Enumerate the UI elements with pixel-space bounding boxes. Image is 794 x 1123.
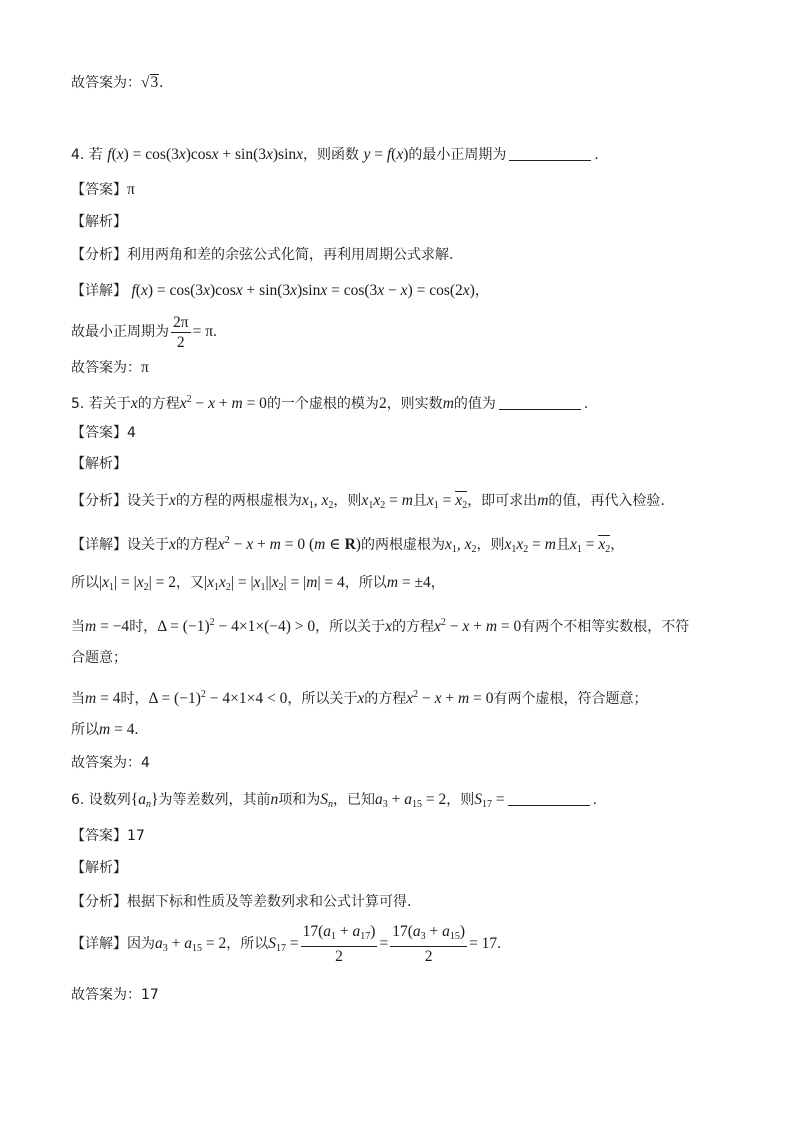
analysis-tag: 【解析】 (71, 214, 127, 230)
fenxi-q6: 【分析】根据下标和性质及等差数列求和公式计算可得. (71, 894, 412, 910)
case-m-neg4-cont: 合题意； (71, 650, 127, 666)
answer-q6: 【答案】17 (71, 828, 145, 844)
fenxi-q4: 【分析】利用两角和差的余弦公式化简，再利用周期公式求解. (71, 247, 454, 263)
so-line-1: 所以$|x_1| = |x_2| = 2$，又$|x_1x_2| = |x_1||x_2| = |m| = 4$，所以m = ±4， (71, 574, 445, 593)
answer-q4: 【答案】π (71, 181, 135, 198)
question-6: 6. 设数列$\{a_n\}$为等差数列，其前n项和为$S_n$，已知$a_3 + a_{15} = 2$，则$S_{17}$ = . (71, 791, 598, 810)
case-m-4: 当m = 4时，$\Delta = (-1)^2 - 4\times 1\times 4 < 0$，所以关于x的方程$x^2 - x + m = 0$有两个虚根，符合题意； (71, 689, 648, 707)
final-q6: 故答案为：17 (71, 987, 159, 1003)
question-4: 4. 若 f(x) = cos(3x)cosx + sin(3x)sinx，则函数 y = f(x)的最小正周期为 . (71, 146, 599, 163)
sqrt-3: √3 (141, 74, 159, 91)
answer-blank (509, 159, 591, 161)
analysis-tag: 【解析】 (71, 860, 127, 876)
so-line-2: 所以m = 4. (71, 721, 139, 738)
period-line: 故最小正周期为 $\frac{2\pi}{2}$ = π. (71, 313, 217, 351)
answer-blank (508, 804, 590, 806)
answer-blank (499, 408, 581, 410)
case-m-neg4: 当m = −4时，$\Delta = (-1)^2 - 4\times 1\times(-4) > 0$，所以关于x的方程$x^2 - x + m = 0$有两个不相等实数根，不符 (71, 617, 690, 635)
answer-line-q3: 故答案为：√3. (71, 74, 164, 91)
analysis-tag: 【解析】 (71, 456, 127, 472)
final-q5: 故答案为：4 (71, 755, 150, 771)
final-q4: 故答案为：π (71, 359, 149, 376)
xiangjie-q4: 【详解】 f(x) = cos(3x)cosx + sin(3x)sinx = cos(3x − x) = cos(2x)， (71, 282, 489, 299)
xiangjie-q6: 【详解】因为$a_3 + a_{15} = 2$，所以$S_{17}$ = $\frac{17(a_1 + a_{17})}{2}$ = $\frac{17(a_3 + a_{15})}{2}$ = 17. (71, 923, 502, 965)
xiangjie-q5: 【详解】设关于x的方程$x^2 - x + m = 0$ (m ∈ R)的两根虚根为$x_1$, $x_2$，则$x_1x_2 = m$且$x_1 = x_2$， (71, 535, 625, 555)
fenxi-q5: 【分析】设关于x的方程的两根虚根为$x_1$, $x_2$，则$x_1x_2 = m$且$x_1 = x_2$，即可求出m的值，再代入检验. (71, 492, 665, 511)
question-5: 5. 若关于x的方程$x^2 - x + m = 0$的一个虚根的模为2，则实数m的值为 . (71, 394, 589, 412)
answer-q5: 【答案】4 (71, 425, 136, 441)
